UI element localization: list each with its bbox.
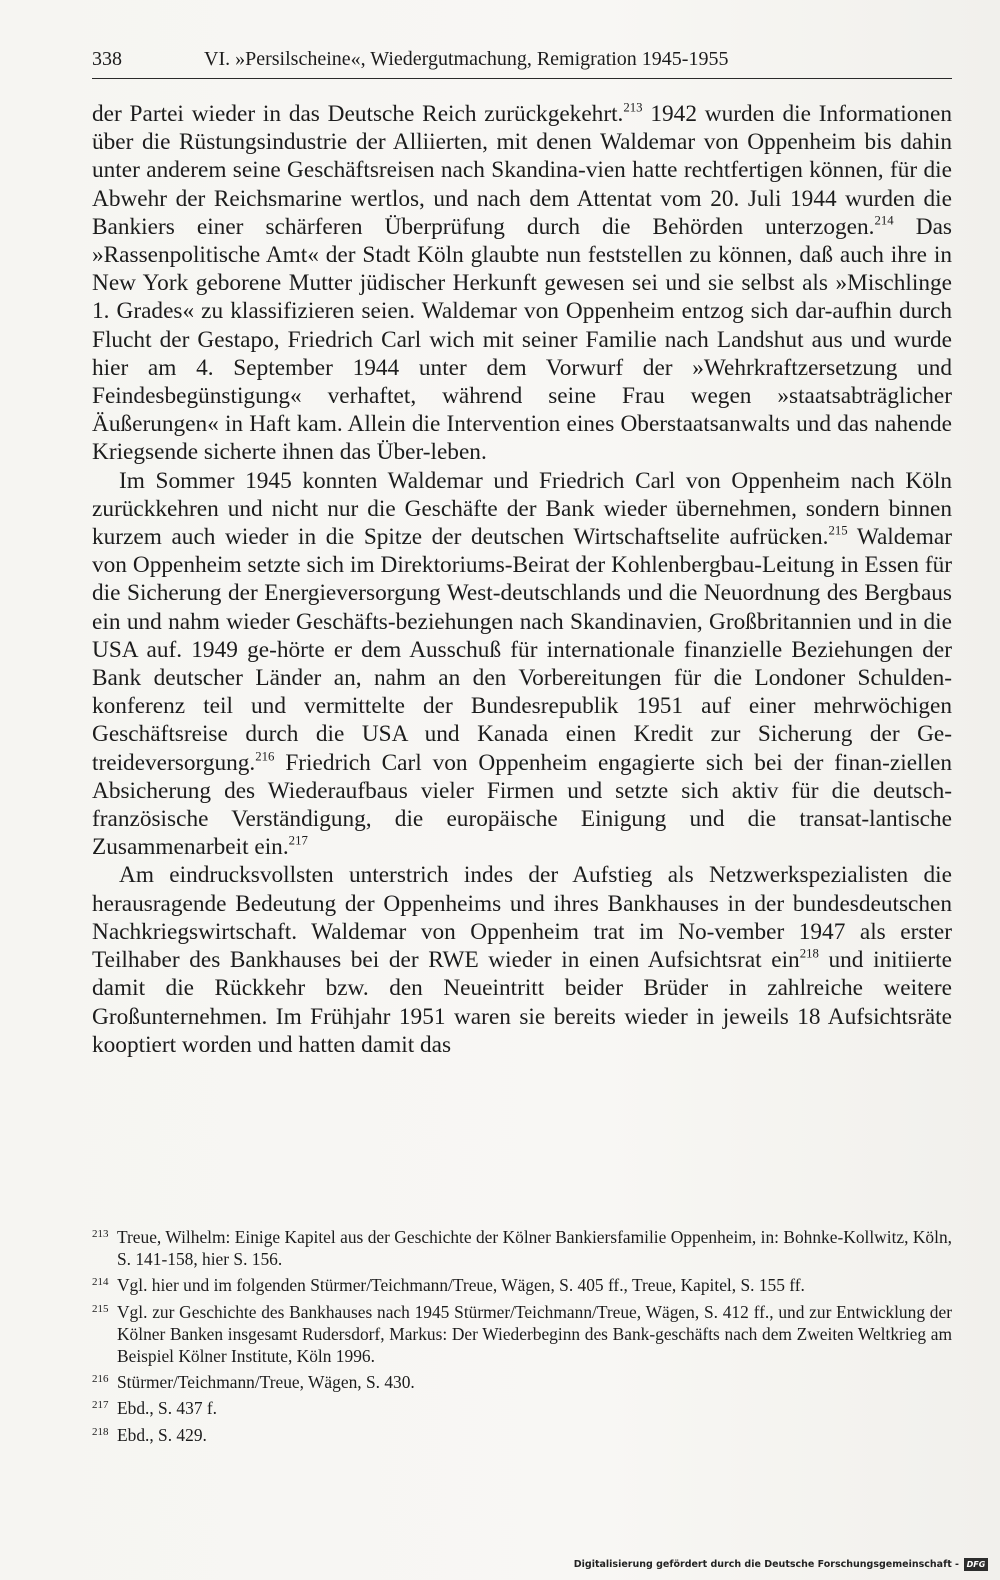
- footnote-text: Vgl. zur Geschichte des Bankhauses nach 1945 Stürmer/Teichmann/Treue, Wägen, S. 412 ff., und zur Entwicklung der Kölner Banken insgesamt Rudersdorf, Markus: Der Wiederbeginn des Bank-geschäfts nach dem Zweiten Weltkrieg am Beispiel Kölner Institute, Köln 1996.: [117, 1301, 952, 1367]
- footnote-ref-216[interactable]: 216: [255, 749, 275, 764]
- running-head: VI. »Persilscheine«, Wiedergutmachung, Remigration 1945-1955: [204, 48, 729, 70]
- paragraph-1: der Partei wieder in das Deutsche Reich zurückgekehrt.$^{213}$ 1942 wurden die Informationen über die Rüstungsindustrie der Alliierten, mit denen Waldemar von Oppenheim bis dahin unter anderem seine Geschäftsreisen nach Skandina-vien hatte rechtfertigen können, für die Abwehr der Reichsmarine wertlos, und nach dem Attentat vom 20. Juli 1944 wurden die Bankiers einer schärferen Überprüfung durch die Behörden unterzogen.$^{214}$ Das »Rassenpolitische Amt« der Stadt Köln glaubte nun feststellen zu können, daß auch ihre in New York geborene Mutter jüdischer Herkunft gewesen sei und sie selbst als »Mischlinge 1. Grades« zu klassifizieren seien. Waldemar von Oppenheim entzog sich dar-aufhin durch Flucht der Gestapo, Friedrich Carl wich mit seiner Familie nach Landshut aus und wurde hier am 4. September 1944 unter dem Vorwurf der »Wehrkraftzersetzung und Feindesbegünstigung« verhaftet, während seine Frau wegen »staatsabträglicher Äußerungen« in Haft kam. Allein die Intervention eines Oberstaatsanwalts und das nahende Kriegsende sicherte ihnen das Über-leben.: [92, 100, 952, 466]
- footnote-number: 218: [92, 1425, 109, 1438]
- page-header: [92, 44, 950, 74]
- footnote: [92, 1424, 952, 1446]
- footnote-number: 213: [92, 1228, 109, 1240]
- footnote-number: 216: [92, 1373, 109, 1386]
- footnote-ref-215[interactable]: 215: [828, 523, 848, 538]
- footnote-ref-217[interactable]: 217: [288, 833, 308, 848]
- paragraph-3: Am eindrucksvollsten unterstrich indes der Aufstieg als Netzwerkspezialisten die herausragende Bedeutung der Oppenheims und ihres Bankhauses in der bundesdeutschen Nachkriegswirtschaft. Waldemar von Oppenheim trat im No-vember 1947 als erster Teilhaber des Bankhauses bei der RWE wieder in einen Aufsichtsrat ein$^{218}$ und initiierte damit die Rückkehr bzw. den Neueintritt beider Brüder in zahlreiche weitere Großunternehmen. Im Frühjahr 1951 waren sie bereits wieder in jeweils 18 Aufsichtsräte kooptiert worden und hatten damit das: [92, 862, 952, 1058]
- footnote: [92, 1371, 952, 1393]
- footnote: [92, 1274, 952, 1296]
- credit-text: Digitalisierung gefördert durch die Deutsche Forschungsgemeinschaft -: [573, 1558, 959, 1570]
- digitization-credit: [574, 1556, 988, 1572]
- footnote-ref-218[interactable]: 218: [799, 946, 819, 961]
- footnotes: [92, 1226, 952, 1450]
- footnote: [92, 1226, 952, 1270]
- footnote-text: Ebd., S. 437 f.: [117, 1398, 217, 1419]
- footnote-ref-213[interactable]: 213: [623, 100, 643, 115]
- footnote-text: Treue, Wilhelm: Einige Kapitel aus der Geschichte der Kölner Bankiersfamilie Oppenheim, in: Bohnke-Kollwitz, Köln, S. 141-158, hier S. 156.: [117, 1227, 952, 1270]
- header-rule: [92, 78, 952, 79]
- paragraph-2: Im Sommer 1945 konnten Waldemar und Friedrich Carl von Oppenheim nach Köln zurückkehren und nicht nur die Geschäfte der Bank wieder übernehmen, sondern binnen kurzem auch wieder in die Spitze der deutschen Wirtschaftselite aufrücken.$^{215}$ Waldemar von Oppenheim setzte sich im Direktoriums-Beirat der Kohlenbergbau-Leitung in Essen für die Sicherung der Energieversorgung West-deutschlands und die Neuordnung des Bergbaus ein und nahm wieder Geschäfts-beziehungen nach Skandinavien, Großbritannien und in die USA auf. 1949 ge-hörte er dem Ausschuß für internationale finanzielle Beziehungen der Bank deutscher Länder an, nahm an den Vorbereitungen für die Londoner Schulden-konferenz teil und vermittelte der Bundesrepublik 1951 auf einer mehrwöchigen Geschäftsreise durch die USA und Kanada einen Kredit zur Sicherung der Ge-treideversorgung.$^{216}$ Friedrich Carl von Oppenheim engagierte sich bei der finan-ziellen Absicherung des Wiederaufbaus vieler Firmen und setzte sich aktiv für die deutsch-französische Verständigung, die europäische Einigung und die transat-lantische Zusammenarbeit ein.$^{217}$: [92, 467, 952, 861]
- footnote: [92, 1397, 952, 1419]
- page-number: 338: [92, 48, 122, 70]
- dfg-logo: DFG: [964, 1558, 988, 1571]
- main-text: [92, 100, 952, 1059]
- footnote-text: Ebd., S. 429.: [117, 1424, 207, 1445]
- footnote-number: 217: [92, 1399, 109, 1412]
- footnote-ref-214[interactable]: 214: [874, 213, 894, 228]
- footnote-text: Stürmer/Teichmann/Treue, Wägen, S. 430.: [117, 1372, 415, 1393]
- footnote-text: Vgl. hier und im folgenden Stürmer/Teichmann/Treue, Wägen, S. 405 ff., Treue, Kapitel, S. 155 ff.: [117, 1275, 805, 1296]
- footnote-number: 215: [92, 1302, 109, 1315]
- footnote: [92, 1301, 952, 1368]
- footnote-number: 214: [92, 1276, 109, 1289]
